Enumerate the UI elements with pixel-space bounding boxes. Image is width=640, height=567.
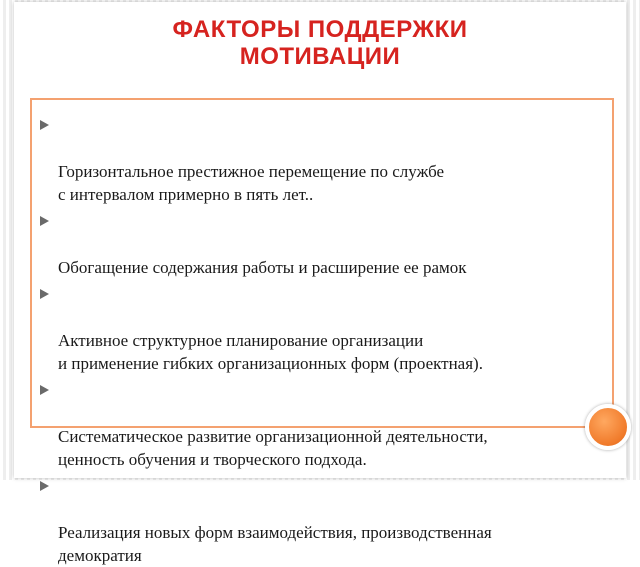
triangle-bullet-icon xyxy=(40,481,49,491)
bullet-text: Обогащение содержания работы и расширение ее рамок xyxy=(58,258,467,277)
triangle-bullet-icon xyxy=(40,289,49,299)
slide-title-line-1: ФАКТОРЫ ПОДДЕРЖКИ xyxy=(172,16,468,43)
bullet-list xyxy=(32,100,612,567)
triangle-bullet-icon xyxy=(40,120,49,130)
orange-circle-icon xyxy=(585,404,631,450)
bullet-item xyxy=(58,114,600,206)
slide-title xyxy=(14,16,626,70)
content-box xyxy=(30,98,614,565)
bullet-item xyxy=(58,210,600,279)
bullet-item xyxy=(58,283,600,375)
triangle-bullet-icon xyxy=(40,216,49,226)
bullet-item xyxy=(58,475,600,567)
bullet-text: Систематическое развитие организационной деятельности, ценность обучения и творческого подхода. xyxy=(58,427,488,469)
slide-title-line-2: МОТИВАЦИИ xyxy=(239,43,401,70)
bullet-item xyxy=(58,379,600,471)
bullet-text: Реализация новых форм взаимодействия, производственная демократия xyxy=(58,523,492,565)
bullet-text: Активное структурное планирование организации и применение гибких организационных форм (проектная). xyxy=(58,331,483,373)
bullet-text: Горизонтальное престижное перемещение по службе с интервалом примерно в пять лет.. xyxy=(58,162,445,204)
slide xyxy=(14,2,626,565)
triangle-bullet-icon xyxy=(40,385,49,395)
